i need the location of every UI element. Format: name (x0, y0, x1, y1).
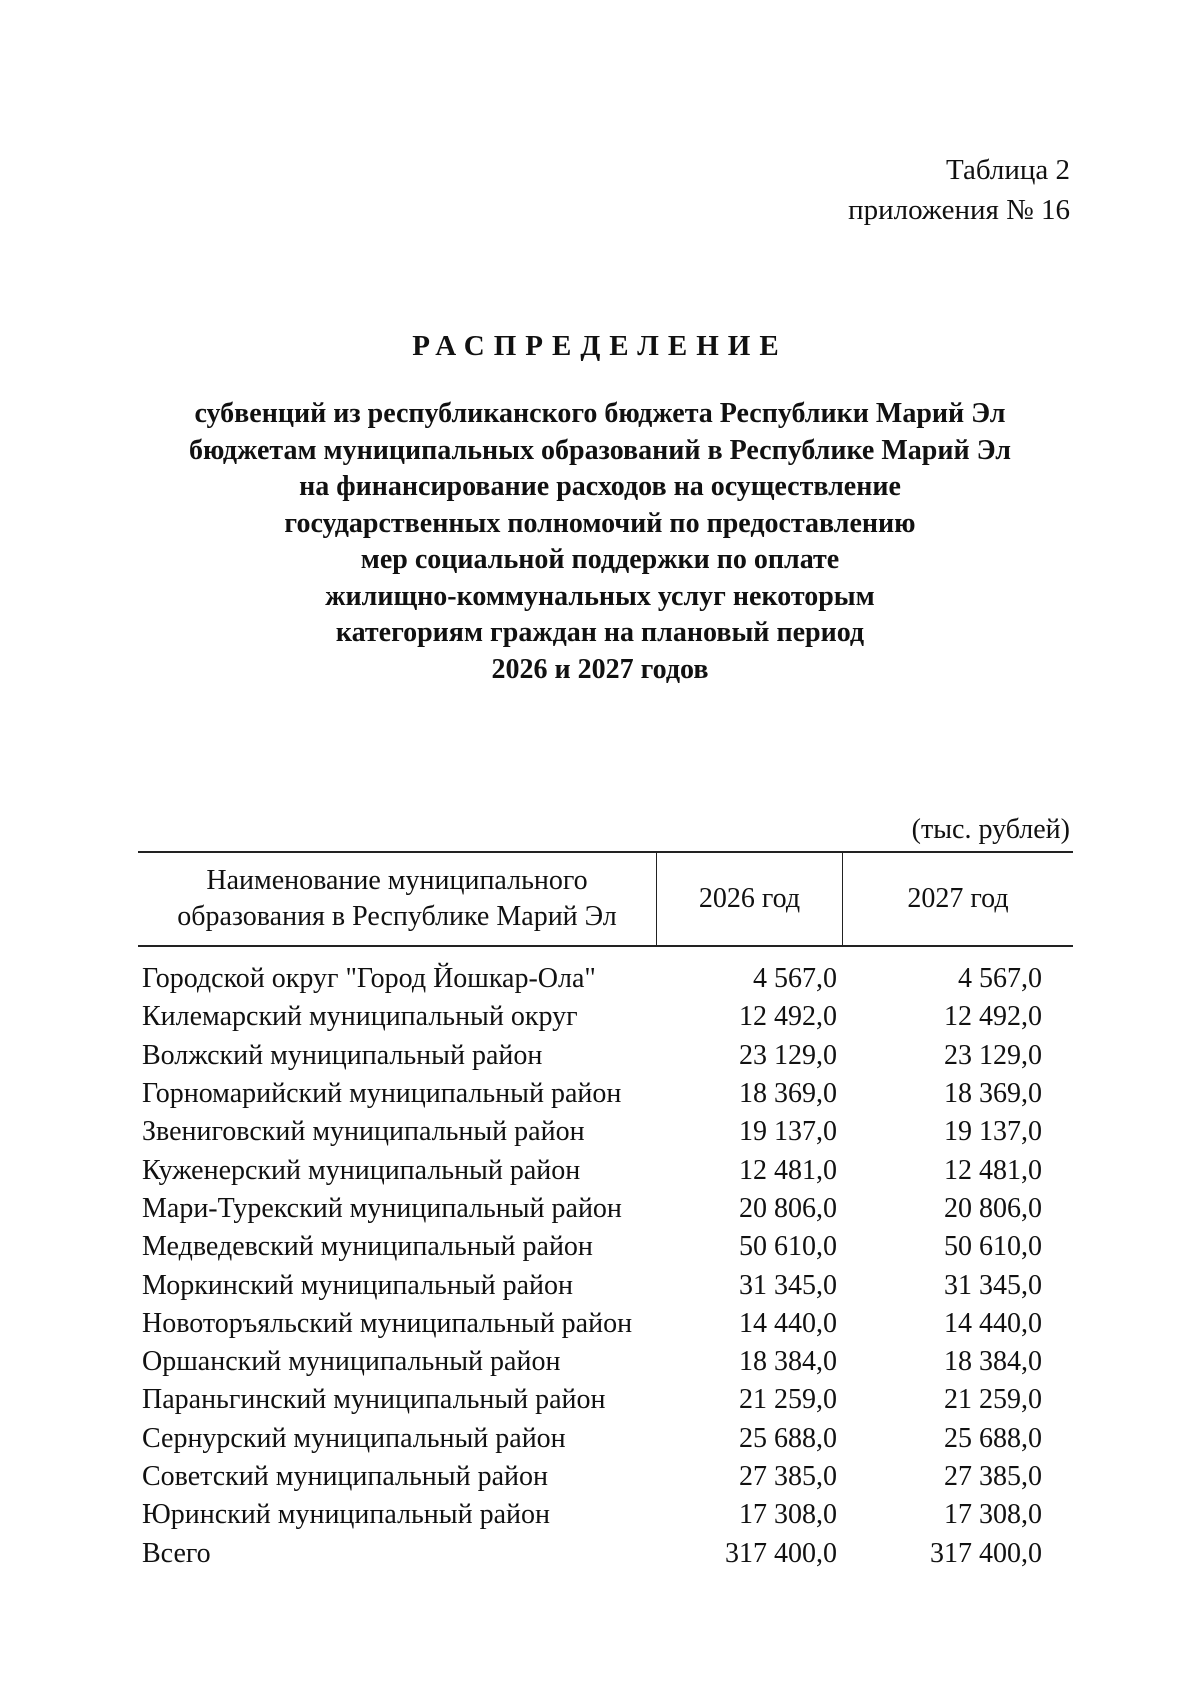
header-year-2027: 2027 год (907, 883, 1009, 914)
value-2027: 18 384,0 (944, 1346, 1042, 1378)
table-row (138, 998, 1073, 1036)
subtitle-line: на финансирование расходов на осуществление (299, 471, 901, 502)
subtitle-line: субвенций из республиканского бюджета Республики Марий Эл (194, 398, 1006, 429)
value-2027: 18 369,0 (944, 1078, 1042, 1110)
value-2027: 19 137,0 (944, 1116, 1042, 1148)
subtitle-line: жилищно-коммунальных услуг некоторым (325, 580, 875, 612)
value-2027: 21 259,0 (944, 1384, 1042, 1416)
subtitle-line: государственных полномочий по предоставлению (284, 507, 916, 539)
value-2027: 31 345,0 (944, 1269, 1042, 1301)
value-2026: 21 259,0 (739, 1384, 837, 1416)
value-2027: 50 610,0 (944, 1231, 1042, 1263)
value-2027: 4 567,0 (958, 963, 1042, 995)
municipality-name: Всего (142, 1537, 211, 1569)
table-row (138, 1496, 1073, 1534)
table-row (138, 1458, 1073, 1496)
municipality-name: Новоторъяльский муниципальный район (142, 1307, 633, 1339)
document-subtitle (140, 396, 1060, 688)
table-row (138, 1534, 1073, 1572)
header-year-2026: 2026 год (657, 853, 843, 945)
table-row (138, 1151, 1073, 1189)
subtitle-line: бюджетам муниципальных образований в Республике Марий Эл (189, 434, 1011, 466)
header-municipality-line: Наименование муниципального (206, 865, 588, 896)
table-row (138, 1190, 1073, 1228)
value-2027: 23 129,0 (944, 1039, 1042, 1071)
value-2027: 20 806,0 (944, 1192, 1042, 1224)
subtitle-line: 2026 и 2027 годов (491, 653, 709, 685)
subtitle-line: мер социальной поддержки по оплате (360, 544, 840, 575)
value-2027: 17 308,0 (944, 1499, 1042, 1531)
appendix-number: приложения № 16 (848, 194, 1070, 226)
table-row (138, 1037, 1073, 1075)
value-2027: 12 481,0 (944, 1154, 1042, 1186)
units-label: (тыс. рублей) (911, 814, 1070, 845)
value-2026: 12 492,0 (739, 1001, 837, 1033)
value-2026: 20 806,0 (739, 1192, 837, 1224)
municipality-name: Медведевский муниципальный район (142, 1231, 593, 1263)
municipality-name: Моркинский муниципальный район (142, 1269, 574, 1301)
value-2026: 14 440,0 (739, 1307, 837, 1339)
table-row (138, 1420, 1073, 1458)
municipality-name: Волжский муниципальный район (142, 1039, 543, 1071)
table-row (138, 1305, 1073, 1343)
value-2026: 18 369,0 (739, 1078, 837, 1110)
header-municipality-line: образования в Республике Марий Эл (177, 901, 617, 932)
value-2026: 18 384,0 (739, 1346, 837, 1378)
value-2026: 23 129,0 (739, 1039, 837, 1071)
value-2026: 25 688,0 (739, 1422, 837, 1454)
table-row (138, 960, 1073, 998)
municipality-name: Килемарский муниципальный округ (142, 1001, 578, 1033)
value-2027: 14 440,0 (944, 1307, 1042, 1339)
table-number: Таблица 2 (945, 154, 1070, 186)
table-body (138, 960, 1073, 1573)
value-2026: 50 610,0 (739, 1231, 837, 1263)
value-2026: 17 308,0 (739, 1499, 837, 1531)
table-row (138, 1381, 1073, 1419)
municipality-name: Звениговский муниципальный район (142, 1116, 585, 1148)
table-row (138, 1113, 1073, 1151)
municipality-name: Городской округ "Город Йошкар-Ола" (142, 963, 596, 995)
municipality-name: Советский муниципальный район (142, 1461, 548, 1492)
value-2026: 19 137,0 (739, 1116, 837, 1148)
table-row (138, 1266, 1073, 1304)
municipality-name: Мари-Турекский муниципальный район (142, 1192, 622, 1224)
value-2026: 31 345,0 (739, 1269, 837, 1301)
table-reference (848, 150, 1070, 230)
municipality-name: Куженерский муниципальный район (142, 1154, 581, 1186)
value-2027: 27 385,0 (944, 1461, 1042, 1492)
value-2026: 27 385,0 (739, 1461, 837, 1492)
value-2027: 317 400,0 (930, 1537, 1042, 1569)
header-municipality (138, 853, 657, 945)
municipality-name: Горномарийский муниципальный район (142, 1078, 622, 1110)
municipality-name: Оршанский муниципальный район (142, 1346, 561, 1378)
subtitle-line: категориям граждан на плановый период (335, 617, 865, 648)
table-row (138, 1075, 1073, 1113)
document-title: РАСПРЕДЕЛЕНИЕ (412, 330, 788, 362)
value-2026: 317 400,0 (725, 1537, 837, 1569)
value-2026: 12 481,0 (739, 1154, 837, 1186)
municipality-name: Сернурский муниципальный район (142, 1422, 566, 1454)
table-row (138, 1228, 1073, 1266)
value-2026: 4 567,0 (753, 963, 837, 995)
table-header (138, 851, 1073, 947)
value-2027: 12 492,0 (944, 1001, 1042, 1033)
value-2027: 25 688,0 (944, 1422, 1042, 1454)
municipality-name: Юринский муниципальный район (142, 1499, 550, 1531)
municipality-name: Параньгинский муниципальный район (142, 1384, 606, 1416)
table-row (138, 1343, 1073, 1381)
